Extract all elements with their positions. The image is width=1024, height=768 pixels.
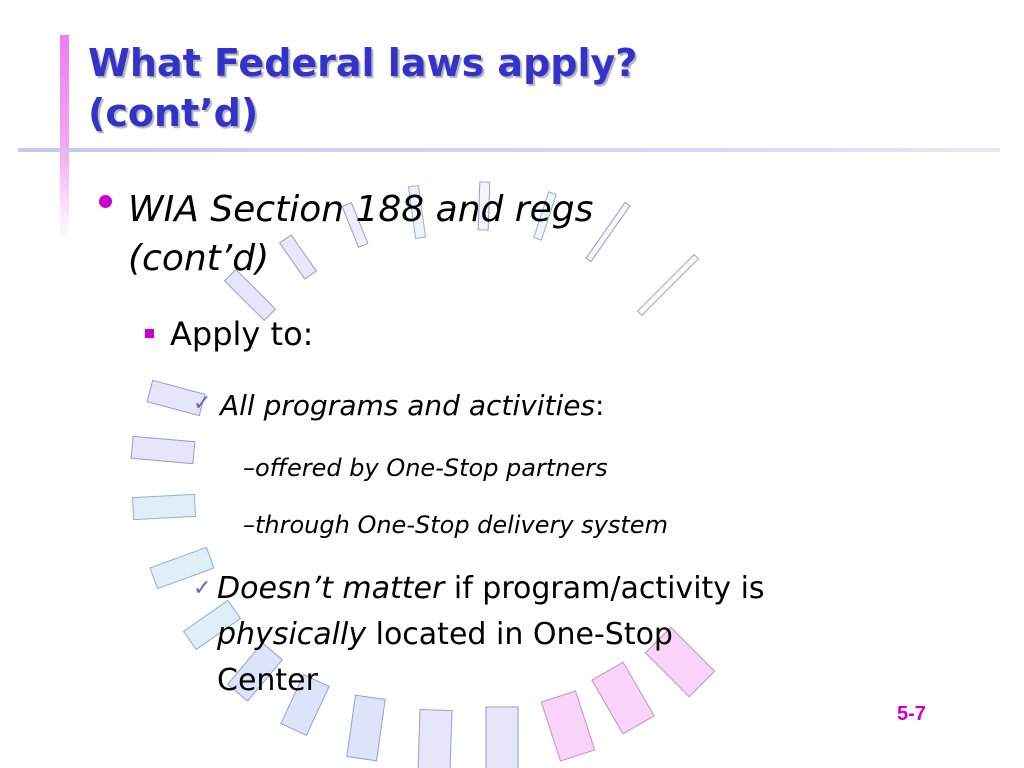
title-rule	[18, 148, 1000, 152]
level1-line-2: (cont’d)	[128, 238, 270, 279]
check2-line-2	[217, 612, 765, 658]
square-bullet-icon	[145, 329, 154, 338]
check1-text	[220, 388, 604, 424]
level2-text: Apply to:	[170, 315, 314, 353]
dash-item	[243, 510, 668, 540]
check2-italic-2: physically	[217, 617, 367, 652]
slide-title	[88, 38, 637, 138]
page-number: 5-7	[897, 703, 926, 725]
check1-rest: :	[595, 389, 605, 422]
title-line-1: What Federal laws apply?	[88, 41, 638, 85]
dash-marker: –	[243, 454, 255, 482]
title-line-2: (cont’d)	[88, 91, 259, 135]
title-accent-bar	[60, 35, 69, 240]
check1-italic: All programs and activities	[220, 389, 596, 422]
check2-italic-1: Doesn’t matter	[217, 571, 445, 606]
level1-text	[128, 185, 593, 283]
check2-rest-1: if program/activity is	[444, 571, 765, 606]
checkmark-bullet-icon: ✓	[193, 391, 212, 416]
dash-item-text: offered by One-Stop partners	[255, 454, 608, 482]
dash-item	[243, 453, 608, 483]
dash-marker: –	[243, 511, 255, 539]
check2-text	[217, 566, 765, 704]
check2-rest-2: located in One-Stop	[366, 617, 673, 652]
check2-line-1	[217, 566, 765, 612]
level1-line-1: WIA Section 188 and regs	[128, 189, 594, 230]
dash-item-text: through One-Stop delivery system	[255, 511, 668, 539]
check2-line-3: Center	[217, 663, 318, 698]
checkmark-bullet-icon: ✓	[193, 576, 212, 601]
filled-circle-bullet-icon	[99, 195, 112, 208]
